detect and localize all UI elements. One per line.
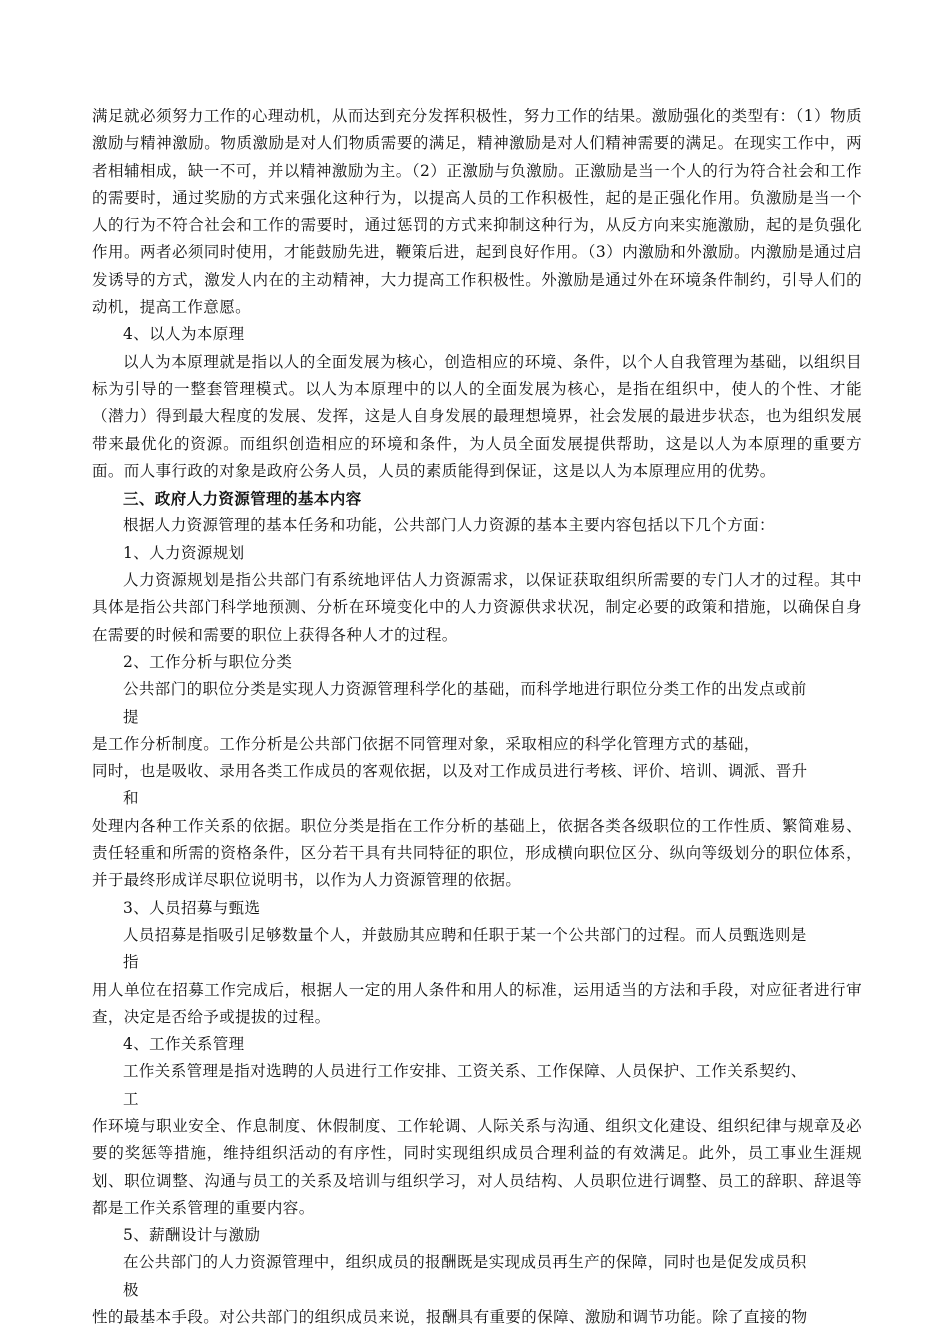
heading-hr-planning: 1、人力资源规划 [123, 543, 245, 562]
paragraph-job-analysis-2: 是工作分析制度。工作分析是公共部门依据不同管理对象，采取相应的科学化管理方式的基础， [92, 734, 760, 753]
wrapped-character: 提 [123, 707, 139, 726]
paragraph-incentive-types: 满足就必须努力工作的心理动机，从而达到充分发挥积极性，努力工作的结果。激励强化的类型有：（1）物质激励与精神激励。物质激励是对人们物质需要的满足，精神激励是对人们精神需要的满足。在现实工作中，两者相辅相成，缺一不可，并以精神激励为主。（2）正激励与负激励。正激励是当一个人的行为符合社会和工作的需要时，通过奖励的方式来强化这种行为，以提高人员的工作积极性，起的是正强化作用。负激励是当一个人的行为不符合社会和工作的需要时，通过惩罚的方式来抑制这种行为，从反方向来实施激励，起的是负强化作用。两者必须同时使用，才能鼓励先进，鞭策后进，起到良好作用。（3）内激励和外激励。内激励是通过启发诱导的方式，激发人内在的主动精神，大力提高工作积极性。外激励是通过外在环境条件制约，引导人们的动机，提高工作意愿。 [92, 107, 862, 317]
paragraph-recruitment-2: 用人单位在招募工作完成后，根据人一定的用人条件和用人的标准，运用适当的方法和手段，对应征者进行审查，决定是否给予或提拔的过程。 [92, 980, 862, 1026]
heading-compensation: 5、薪酬设计与激励 [123, 1226, 261, 1245]
paragraph-recruitment-1: 人员招募是指吸引足够数量个人，并鼓励其应聘和任职于某一个公共部门的过程。而人员甄选则是 [123, 925, 807, 944]
wrapped-character: 工 [123, 1089, 139, 1108]
heading-people-oriented: 4、以人为本原理 [123, 325, 245, 344]
wrapped-character: 和 [123, 789, 139, 808]
paragraph-work-relations-1: 工作关系管理是指对选聘的人员进行工作安排、工资关系、工作保障、人员保护、工作关系契约、 [123, 1062, 807, 1081]
paragraph-intro: 根据人力资源管理的基本任务和功能，公共部门人力资源的基本主要内容包括以下几个方面： [123, 516, 775, 535]
paragraph-compensation-2: 性的最基本手段。对公共部门的组织成员来说，报酬具有重要的保障、激励和调节功能。除了直接的物 [92, 1308, 808, 1327]
paragraph-job-analysis-1: 公共部门的职位分类是实现人力资源管理科学化的基础，而科学地进行职位分类工作的出发点或前 [123, 680, 807, 699]
paragraph-compensation-1: 在公共部门的人力资源管理中，组织成员的报酬既是实现成员再生产的保障，同时也是促发成员积 [123, 1253, 807, 1272]
paragraph-hr-planning: 人力资源规划是指公共部门有系统地评估人力资源需求，以保证获取组织所需要的专门人才的过程。其中具体是指公共部门科学地预测、分析在环境变化中的人力资源供求状况，制定必要的政策和措施，以确保自身在需要的时候和需要的职位上获得各种人才的过程。 [92, 571, 862, 644]
paragraph-job-analysis-4: 处理内各种工作关系的依据。职位分类是指在工作分析的基础上，依据各类各级职位的工作性质、繁简难易、责任轻重和所需的资格条件，区分若干具有共同特征的职位，形成横向职位区分、纵向等级划分的职位体系，并于最终形成详尽职位说明书，以作为人力资源管理的依据。 [92, 816, 862, 890]
wrapped-character: 极 [123, 1280, 139, 1299]
heading-work-relations: 4、工作关系管理 [123, 1035, 245, 1054]
document-page [92, 103, 862, 1331]
heading-recruitment: 3、人员招募与甄选 [123, 898, 261, 917]
heading-job-analysis: 2、工作分析与职位分类 [123, 652, 293, 671]
paragraph-work-relations-2: 作环境与职业安全、作息制度、休假制度、工作轮调、人际关系与沟通、组织文化建设、组织纪律与规章及必要的奖惩等措施，维持组织活动的有序性，同时实现组织成员合理利益的有效满足。此外，员工事业生涯规划、职位调整、沟通与员工的关系及培训与组织学习，对人员结构、人员职位进行调整、员工的辞职、辞退等都是工作关系管理的重要内容。 [92, 1116, 862, 1217]
wrapped-character: 指 [123, 953, 139, 972]
section-heading-basic-content: 三、政府人力资源管理的基本内容 [123, 489, 362, 509]
paragraph-job-analysis-3: 同时，也是吸收、录用各类工作成员的客观依据，以及对工作成员进行考核、评价、培训、调派、晋升 [92, 762, 808, 781]
paragraph-people-oriented: 以人为本原理就是指以人的全面发展为核心，创造相应的环境、条件，以个人自我管理为基础，以组织目标为引导的一整套管理模式。以人为本原理中的以人的全面发展为核心，是指在组织中，使人的个性、才能（潜力）得到最大程度的发展、发挥，这是人自身发展的最理想境界，社会发展的最进步状态，也为组织发展带来最优化的资源。而组织创造相应的环境和条件，为人员全面发展提供帮助，这是以人为本原理的重要方面。而人事行政的对象是政府公务人员，人员的素质能得到保证，这是以人为本原理应用的优势。 [92, 352, 862, 480]
